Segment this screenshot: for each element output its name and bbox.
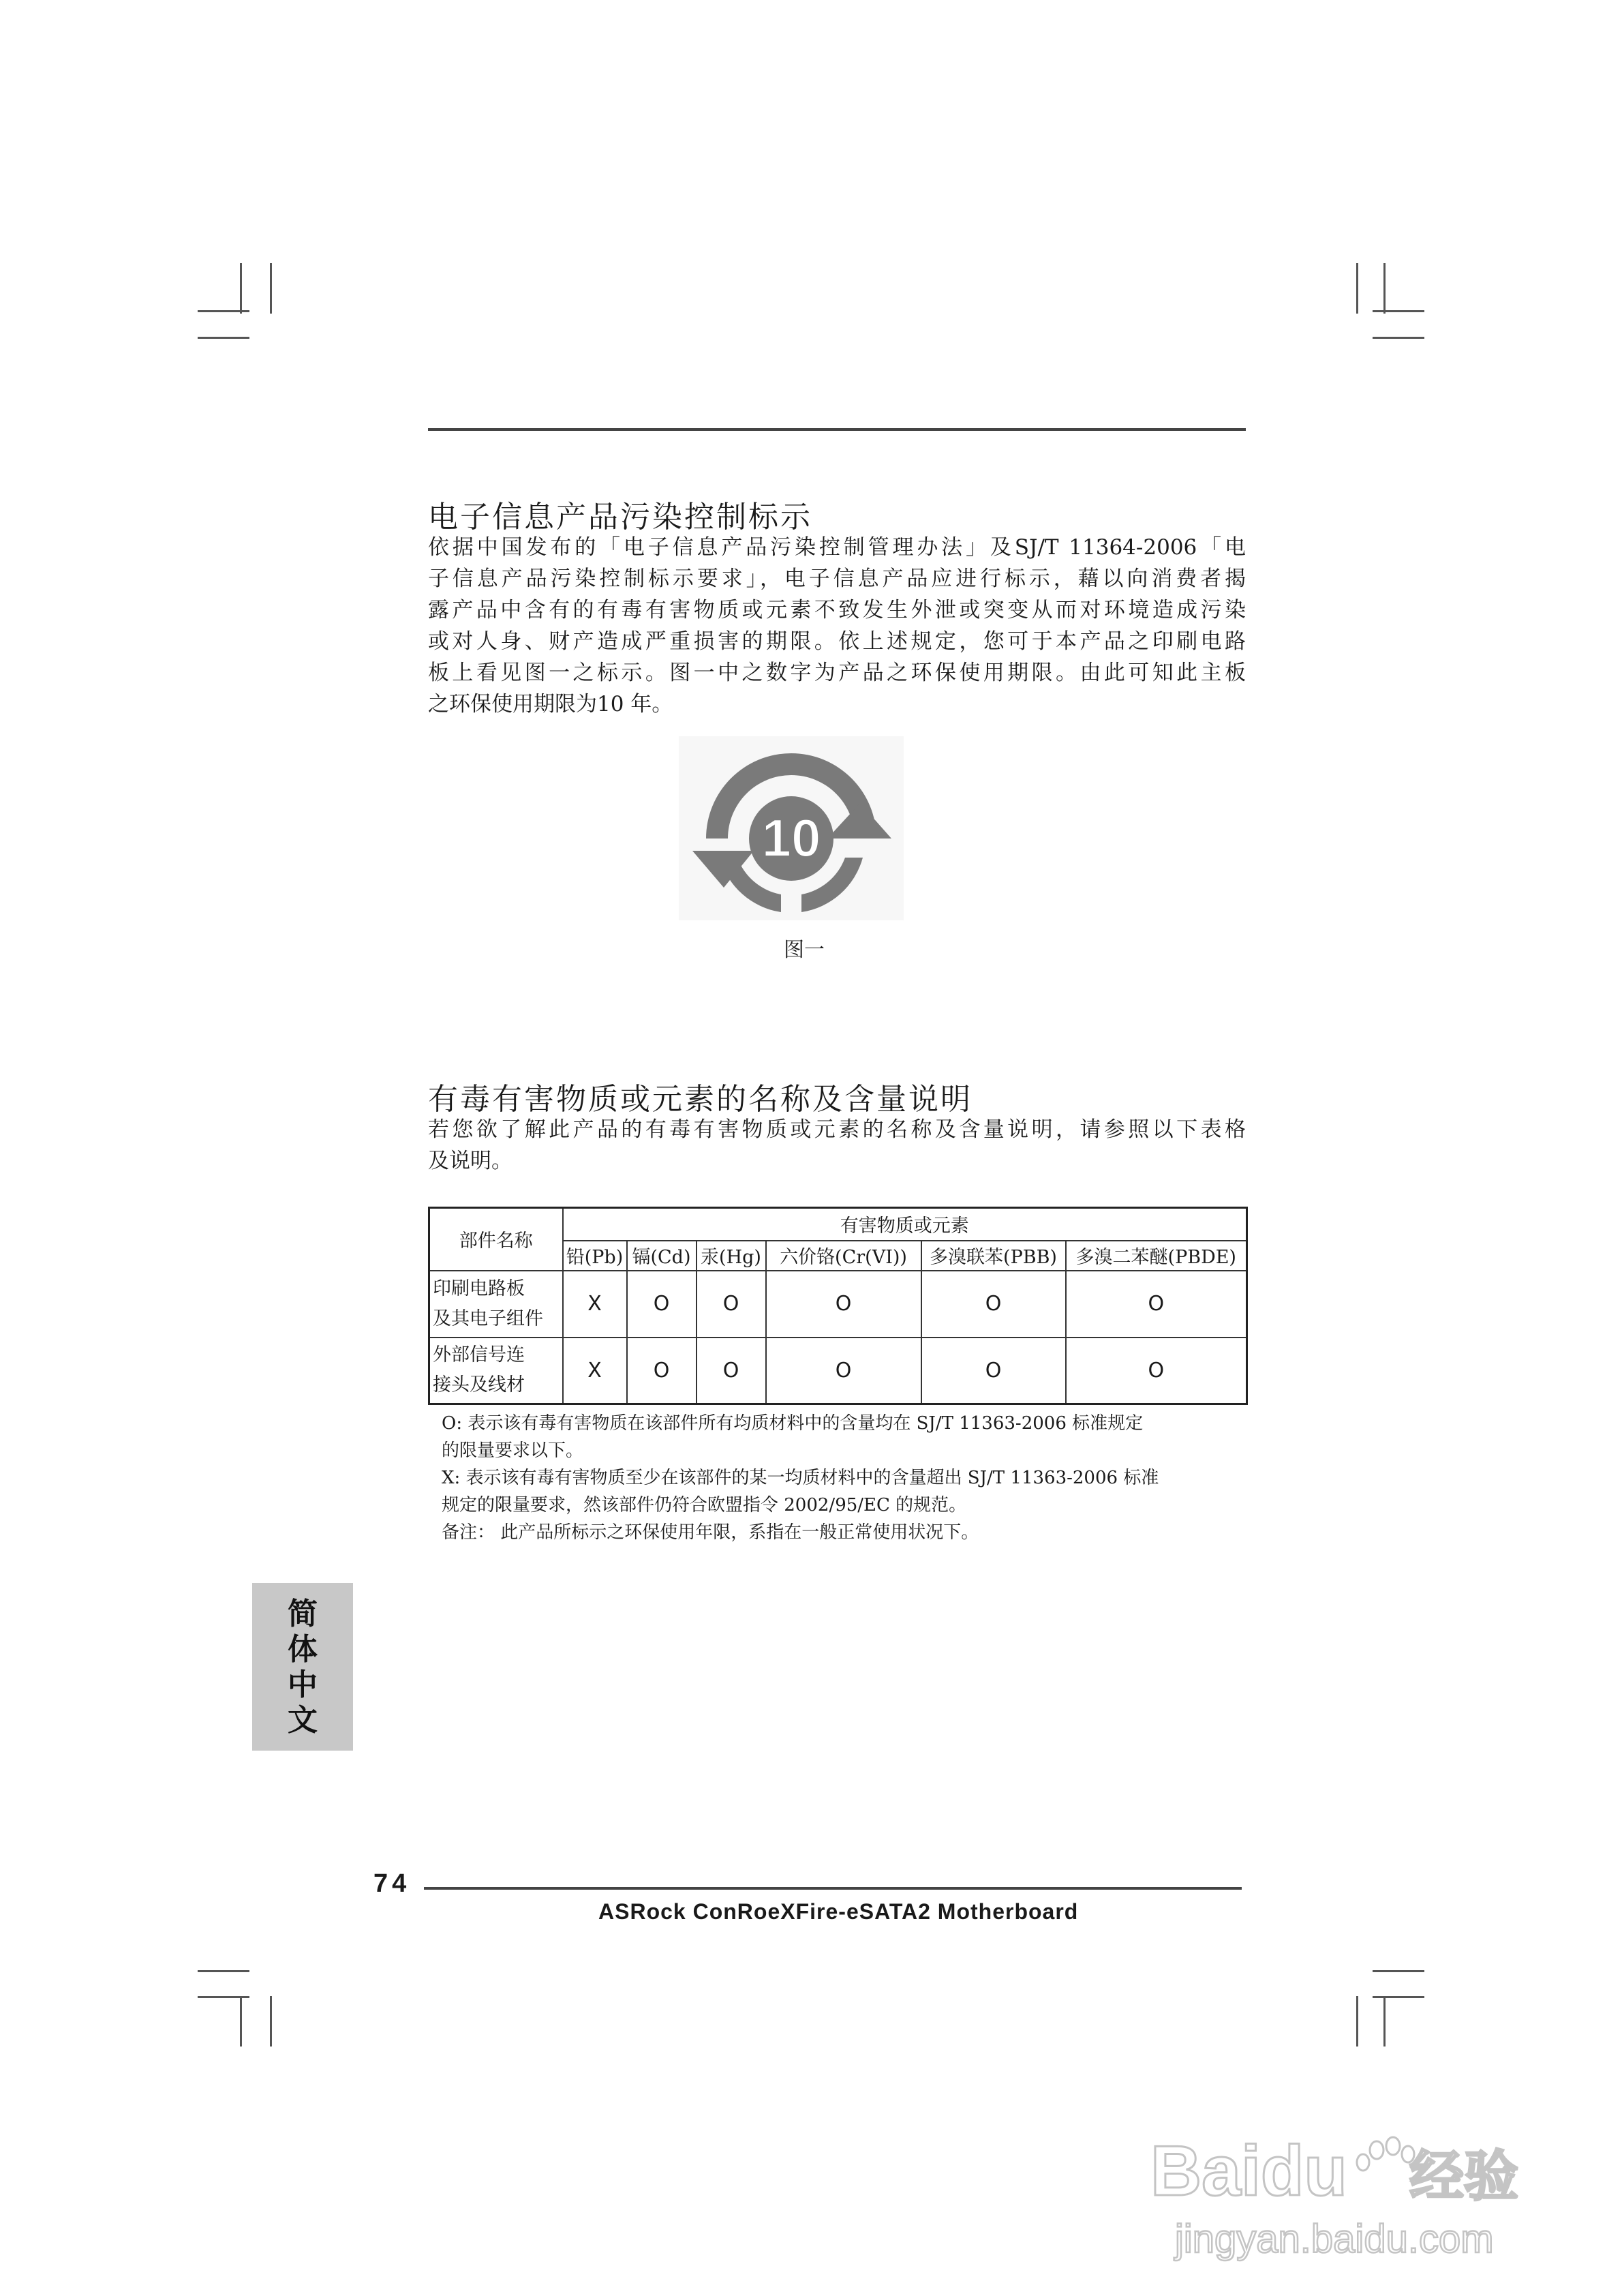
table-notes <box>442 1410 1246 1546</box>
table-cell: O <box>1066 1338 1247 1404</box>
paw-icon <box>1357 2137 1414 2171</box>
section-paragraph <box>428 1114 1246 1177</box>
table-column-header: 六价铬(Cr(VI)) <box>766 1241 921 1271</box>
figure-caption: 图一 <box>784 938 825 962</box>
footer-rule <box>424 1887 1242 1890</box>
table-column-header: 镉(Cd) <box>627 1241 697 1271</box>
table-column-header: 汞(Hg) <box>697 1241 766 1271</box>
paragraph-line: 子信息产品污染控制标示要求」，电子信息产品应进行标示，藉以向消费者揭 <box>428 567 1246 591</box>
language-label: 简体中文 <box>288 1597 318 1738</box>
table-row <box>429 1338 1247 1404</box>
paragraph-line: 之环保使用期限为10 年。 <box>428 692 673 716</box>
table-cell: O <box>697 1338 766 1404</box>
watermark-logo <box>1150 2127 1532 2270</box>
paragraph-line: 或对人身、财产造成严重损害的期限。依上述规定，您可于本产品之印刷电路 <box>428 629 1246 654</box>
language-side-tab <box>252 1583 353 1751</box>
table-header-group: 有害物质或元素 <box>563 1208 1247 1241</box>
watermark-brand: Baidu <box>1150 2132 1347 2211</box>
logo-number: 10 <box>761 808 821 868</box>
watermark-url: jingyan.baidu.com <box>1175 2217 1494 2261</box>
paragraph-line: 若您欲了解此产品的有毒有害物质或元素的名称及含量说明，请参照以下表格 <box>428 1117 1246 1142</box>
paragraph-line: 板上看见图一之标示。图一中之数字为产品之环保使用期限。由此可知此主板 <box>428 661 1246 685</box>
table-column-header: 多溴二苯醚(PBDE) <box>1066 1241 1247 1271</box>
table-header-part: 部件名称 <box>429 1208 563 1271</box>
footer-title: ASRock ConRoeXFire-eSATA2 Motherboard <box>598 1899 1079 1924</box>
table-cell: O <box>627 1271 697 1338</box>
table-cell: O <box>627 1338 697 1404</box>
note-line: 的限量要求以下。 <box>442 1440 584 1461</box>
table-cell: O <box>1066 1271 1247 1338</box>
table-cell: O <box>766 1271 921 1338</box>
part-name-line: 及其电子组件 <box>433 1308 543 1329</box>
table-cell: X <box>563 1271 627 1338</box>
efup-recycle-logo <box>679 736 904 920</box>
table-cell-part <box>429 1338 563 1404</box>
section-title: 电子信息产品污染控制标示 <box>428 500 812 534</box>
note-line: X: 表示该有毒有害物质至少在该部件的某一均质材料中的含量超出 SJ/T 11363-2006 标准 <box>442 1468 1159 1488</box>
note-line: 规定的限量要求，然该部件仍符合欧盟指令 2002/95/EC 的规范。 <box>442 1495 967 1515</box>
table-cell: O <box>766 1338 921 1404</box>
paragraph-line: 及说明。 <box>428 1149 512 1173</box>
table-row <box>429 1271 1247 1338</box>
section-title: 有毒有害物质或元素的名称及含量说明 <box>428 1082 973 1117</box>
section-paragraph <box>428 532 1246 720</box>
paragraph-line: 露产品中含有的有毒有害物质或元素不致发生外泄或突变从而对环境造成污染 <box>428 598 1246 622</box>
baidu-watermark <box>1150 2127 1532 2273</box>
part-name-line: 接头及线材 <box>433 1374 525 1396</box>
note-line: O: 表示该有毒有害物质在该部件所有均质材料中的含量均在 SJ/T 11363-2006 标准规定 <box>442 1413 1144 1434</box>
part-name-line: 印刷电路板 <box>433 1278 525 1299</box>
note-line: 备注： 此产品所标示之环保使用年限，系指在一般正常使用状况下。 <box>442 1522 979 1543</box>
table-cell: O <box>921 1338 1066 1404</box>
part-name-line: 外部信号连 <box>433 1344 525 1366</box>
page-number: 74 <box>373 1869 411 1898</box>
table-cell: O <box>921 1271 1066 1338</box>
table-column-header: 铅(Pb) <box>563 1241 627 1271</box>
paragraph-line: 依据中国发布的「电子信息产品污染控制管理办法」及SJ/T 11364-2006「电 <box>428 535 1246 560</box>
table-cell: O <box>697 1271 766 1338</box>
watermark-label: 经验 <box>1409 2145 1518 2208</box>
table-cell: X <box>563 1338 627 1404</box>
table-column-header: 多溴联苯(PBB) <box>921 1241 1066 1271</box>
table-cell-part <box>429 1271 563 1338</box>
hazardous-substance-table <box>428 1207 1248 1405</box>
header-rule <box>428 428 1246 431</box>
